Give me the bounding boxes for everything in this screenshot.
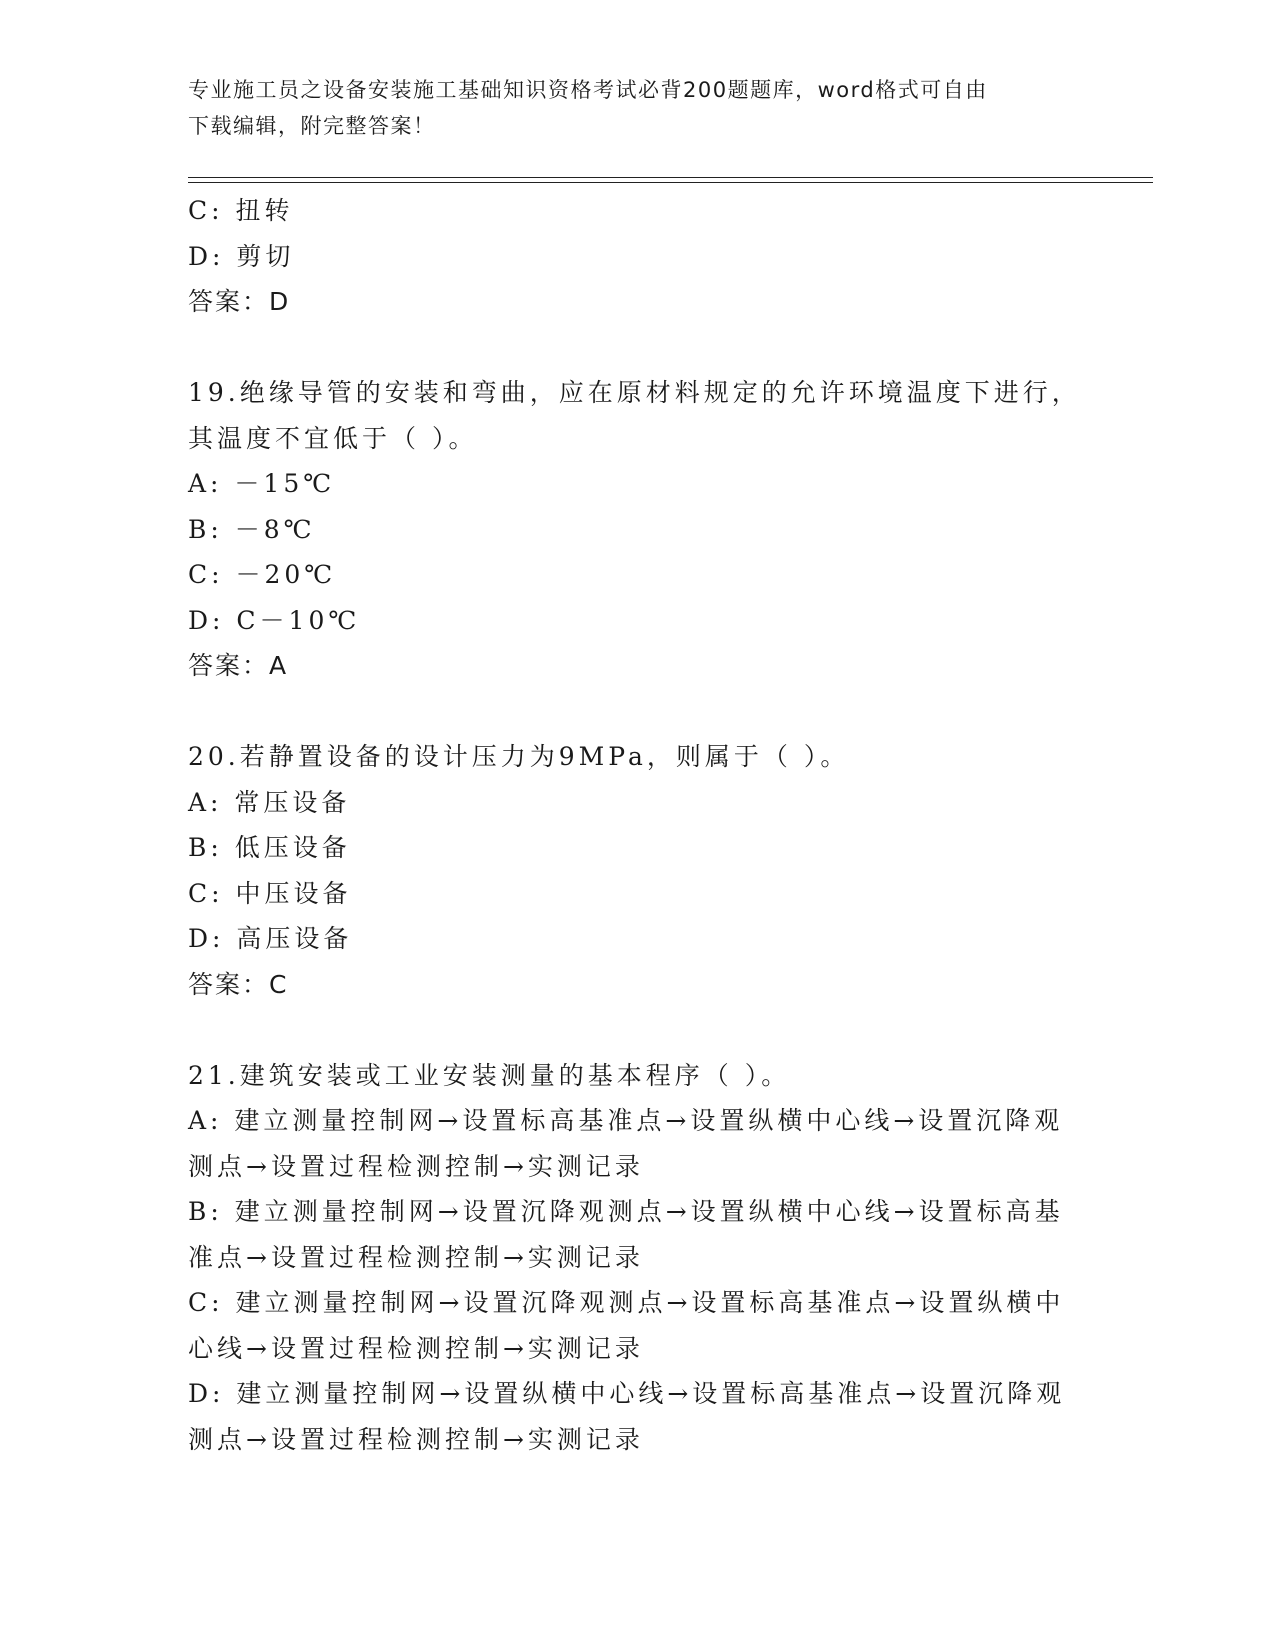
question-stem: 20.若静置设备的设计压力为9MPa，则属于（ ）。 — [188, 742, 850, 771]
spacer — [188, 689, 1088, 735]
option-b: B: 建立测量控制网→设置沉降观测点→设置纵横中心线→设置标高基 — [188, 1197, 1064, 1226]
header-title-line-1: 专业施工员之设备安装施工基础知识资格考试必背200题题库，word格式可自由 — [188, 78, 988, 102]
option-a-continued: 测点→设置过程检测控制→实测记录 — [188, 1151, 644, 1181]
option-a: A: －15℃ — [188, 469, 336, 498]
question-block-19 — [188, 370, 1088, 689]
question-stem: 19.绝缘导管的安装和弯曲，应在原材料规定的允许环境温度下进行， — [188, 378, 1081, 407]
option-c: C: －20℃ — [188, 560, 337, 589]
option-d: D: 剪切 — [188, 241, 295, 271]
option-b-continued: 准点→设置过程检测控制→实测记录 — [188, 1242, 644, 1272]
answer-line: 答案：A — [188, 651, 289, 680]
answer-line: 答案：C — [188, 969, 289, 999]
answer-line: 答案：D — [188, 287, 291, 316]
option-a: A: 常压设备 — [188, 787, 351, 817]
option-c: C: 建立测量控制网→设置沉降观测点→设置标高基准点→设置纵横中 — [188, 1288, 1065, 1317]
spacer — [188, 325, 1088, 371]
option-a: A: 建立测量控制网→设置标高基准点→设置纵横中心线→设置沉降观 — [188, 1106, 1064, 1135]
option-c-continued: 心线→设置过程检测控制→实测记录 — [188, 1333, 644, 1363]
question-block-prev — [188, 188, 1088, 325]
option-c: C: 中压设备 — [188, 878, 352, 908]
question-block-20 — [188, 734, 1088, 1007]
document-body — [188, 188, 1088, 1462]
question-stem: 21.建筑安装或工业安装测量的基本程序（ ）。 — [188, 1060, 791, 1090]
option-c: C: 扭转 — [188, 196, 294, 225]
option-d: D: 高压设备 — [188, 924, 353, 953]
option-d: D: C－10℃ — [188, 605, 361, 635]
option-b: B: －8℃ — [188, 514, 316, 544]
question-block-21 — [188, 1053, 1088, 1463]
question-stem-continued: 其温度不宜低于（ ）。 — [188, 423, 478, 453]
spacer — [188, 1007, 1088, 1053]
page-header — [188, 72, 1068, 144]
option-d-continued: 测点→设置过程检测控制→实测记录 — [188, 1424, 644, 1454]
option-b: B: 低压设备 — [188, 833, 351, 862]
header-title-line-2: 下载编辑，附完整答案！ — [188, 114, 436, 138]
header-divider-bottom — [188, 182, 1153, 183]
header-divider-top — [188, 177, 1153, 178]
option-d: D: 建立测量控制网→设置纵横中心线→设置标高基准点→设置沉降观 — [188, 1379, 1066, 1408]
